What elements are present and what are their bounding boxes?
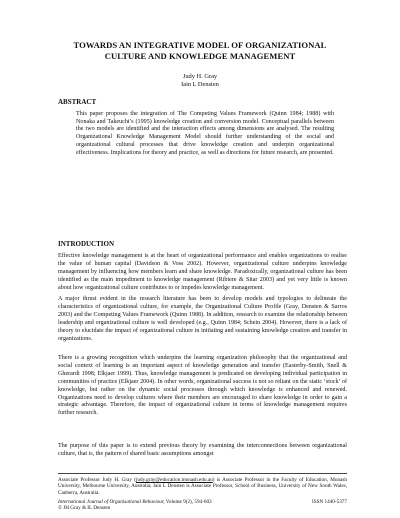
- footnote-text: Associate Professor Judy H. Gray (: [58, 477, 136, 483]
- author-email-link[interactable]: judy.gray@education.monash.edu.au: [135, 477, 213, 483]
- title-line-1: TOWARDS AN INTEGRATIVE MODEL OF ORGANIZATIONAL: [73, 40, 327, 50]
- body-paragraph: A major thrust evident in the research literature has been to develop models and typologies to delineate the characteristics of organizational culture, for example, the Organizational Culture Profile (Gray, Densten & Sarros 2003) and the Competing Values Framework (Quinn 1988). In addition, research to examine the relationship between leadership and organizational culture is well developed (e.g., Quinn 1984; Schein 2004). However, there is a lack of theory to elucidate the impact of organizational culture in initiating and sustaining knowledge creation and transfer in organizations.: [58, 296, 347, 342]
- body-paragraph: The purpose of this paper is to extend previous theory by examining the interconnections between organizational culture, that is, the pattern of shared basic assumptions amongst: [58, 443, 347, 457]
- author-name: Iain L Densten: [181, 81, 219, 88]
- journal-footer: [58, 499, 347, 511]
- author-list: [40, 73, 360, 89]
- author-name: Judy H. Gray: [182, 73, 218, 80]
- body-paragraph: Effective knowledge management is at the heart of organizational performance and enables organizations to realise the value of human capital (Davidson & Voss 2002). However, organizational culture underpins knowledge management by influencing how members learn and share knowledge. Paradoxically, organizational culture has been identified as the main impediment to knowledge management (Ribiere & Sitar 2003) and yet very little is known about how organizational culture contributes to or impedes knowledge management.: [58, 253, 347, 291]
- footnote-text: ) is Associate Professor in the Faculty of Education, Monash University, Melbourne University, Australia; Iain L Densten is Associate Professor, School of Business, University of New South Wales, Canberra, Australia.: [58, 477, 347, 496]
- body-paragraph: There is a growing recognition which underpins the learning organization philosophy that the organizational and social context of learning is an important aspect of knowledge generation and transfer (Easterby-Smith, Snell & Gherardi 1998; Elkjaer 1999). Thus, knowledge management is predicated on developing individual participation in communities of practice (Elkjaer 2004). In other words, organizational success is not so reliant on the static ‘stock’ of knowledge, but rather on the dynamic social processes through which knowledge is enhanced and renewed. Organizations need to develop cultures where their members are encouraged to share knowledge in order to gain a strategic advantage. Therefore, the impact of organizational culture in terms of knowledge management requires further research.: [58, 355, 347, 417]
- abstract-heading: ABSTRACT: [58, 98, 97, 106]
- journal-name: International Journal of Organisational Behaviour,: [58, 499, 165, 505]
- journal-issn: ISSN 1440-5377: [311, 499, 347, 505]
- journal-volume: Volume 9(2), 594-603: [165, 499, 212, 505]
- footnote-divider: [58, 473, 347, 474]
- introduction-heading: INTRODUCTION: [58, 240, 115, 248]
- paper-title: [40, 40, 360, 62]
- author-footnote: [58, 477, 347, 496]
- title-line-2: CULTURE AND KNOWLEDGE MANAGEMENT: [104, 51, 296, 61]
- copyright-notice: © JH Gray & IL Densten: [58, 505, 111, 512]
- abstract-body: This paper proposes the integration of The Competing Values Framework (Quinn 1984; 1988) with Nonaka and Takeuchi’s (1995) knowledge creation and conversion model. Conceptual parallels between the two models are identified and the interaction effects among dimensions are analysed. The resulting Organizational Knowledge Management Model should further understanding of the social and organizational cultural processes that drive knowledge creation and underpin organizational effectiveness. Implications for theory and practice, as well as directions for future research, are presented.: [76, 111, 334, 156]
